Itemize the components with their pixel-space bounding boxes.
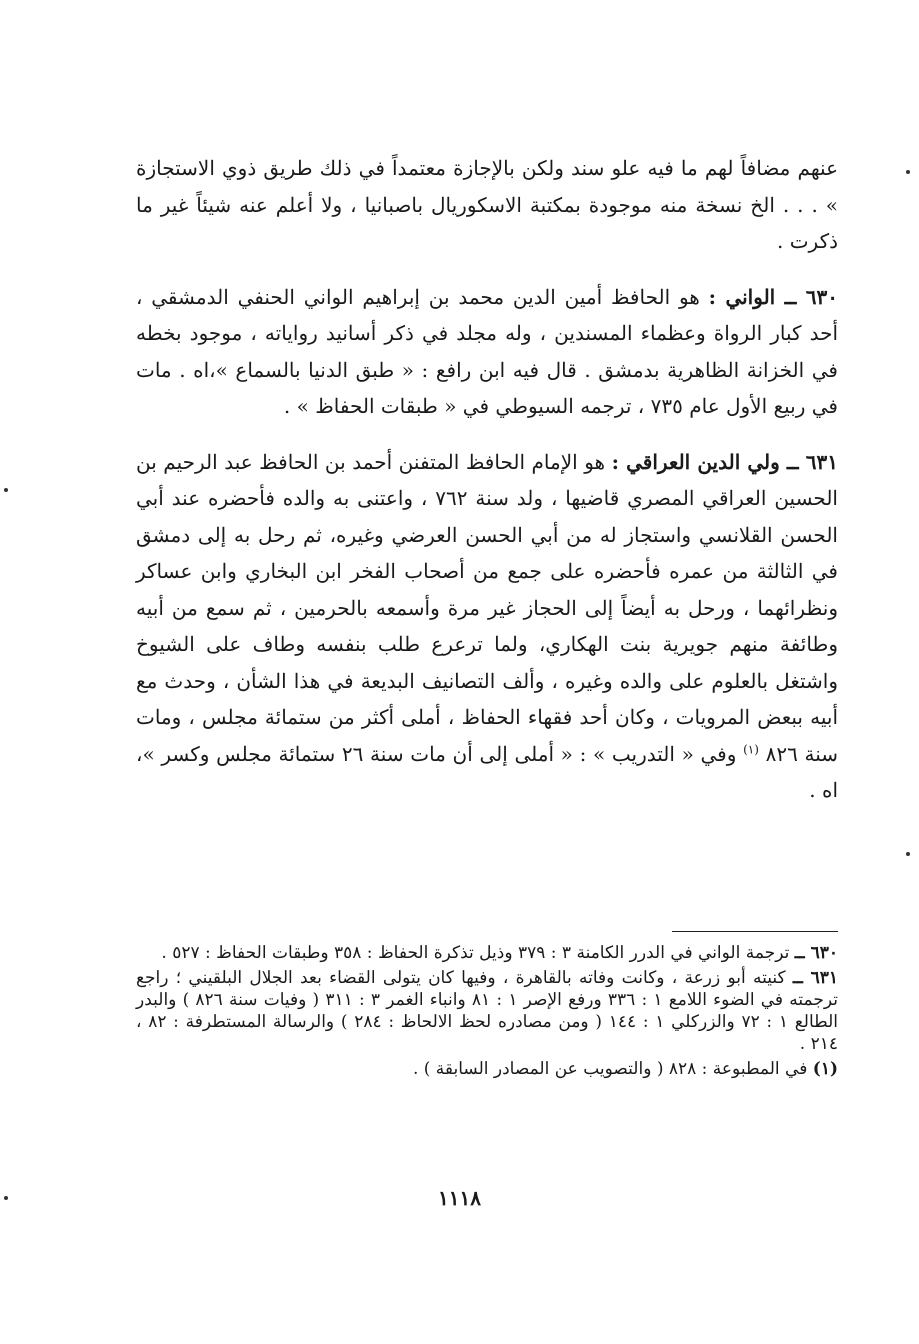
footnote-number: ٦٣١ ــ [792, 968, 838, 988]
entry-text-tail: وفي « التدريب » : « أملى إلى أن مات سنة ٢٦ ستمائة مجلس وكسر »، اه . [136, 741, 838, 802]
entry-heading: ٦٣١ ــ ولي الدين العراقي : [611, 449, 838, 474]
page-number: ١١١٨ [438, 1186, 481, 1210]
footnote-number: ٦٣٠ ــ [794, 943, 838, 963]
paragraph-text: عنهم مضافاً لهم ما فيه علو سند ولكن بالإجازة معتمداً في ذلك طريق ذوي الاستجازة » . . . الخ نسخة منه موجودة بمكتبة الاسكوريال باصبانيا ، ولا أعلم عنه شيئاً غير ما ذكرت . [136, 156, 838, 253]
scan-mark [4, 1196, 8, 1200]
scan-mark [906, 170, 910, 174]
main-text [136, 150, 838, 809]
entry-631 [136, 444, 838, 809]
footnotes [136, 942, 838, 1080]
footnote-divider [672, 931, 838, 932]
footnote-1 [136, 1058, 838, 1080]
entry-heading: ٦٣٠ ــ الواني : [708, 284, 838, 309]
entry-630 [136, 279, 838, 425]
footnote-630 [136, 942, 838, 964]
footnote-number: (١) [812, 1059, 838, 1079]
footnote-text: ترجمة الواني في الدرر الكامنة ٣ : ٣٧٩ وذيل تذكرة الحفاظ : ٣٥٨ وطبقات الحفاظ : ٥٢٧ . [161, 943, 795, 963]
scan-mark [4, 488, 8, 492]
entry-text: هو الحافظ أمين الدين محمد بن إبراهيم الواني الحنفي الدمشقي ، أحد كبار الرواة وعظماء المسندين ، وله مجلد في ذكر أسانيد رواياته ، موجود بخطه في الخزانة الظاهرية بدمشق . قال فيه ابن رافع : « طبق الدنيا بالسماع »،اه . مات في ربيع الأول عام ٧٣٥ ، ترجمه السيوطي في « طبقات الحفاظ » . [136, 284, 838, 418]
footnote-marker: (١) [743, 741, 759, 756]
paragraph-continuation [136, 150, 838, 260]
footnote-631 [136, 967, 838, 1055]
entry-text: هو الإمام الحافظ المتفنن أحمد بن الحافظ عبد الرحيم بن الحسين العراقي المصري قاضيها ، ولد سنة ٧٦٢ ، واعتنى به والده فأحضره عند أبي الحسن القلانسي واستجاز له من أبي الحسن العرضي وغيره، ثم رحل به إلى دمشق في الثالثة من عمره فأحضره على جمع من أصحاب الفخر ابن البخاري وابن عساكر ونظرائهما ، ورحل به أيضاً إلى الحجاز غير مرة وأسمعه بالحرمين ، ثم سمع من أبيه وطائفة منهم جويرية بنت الهكاري، ولما ترعرع طلب بنفسه وطاف على الشيوخ واشتغل بالعلوم على والده وغيره ، وألف التصانيف البديعة في هذا الشأن ، وحدث مع أبيه ببعض المرويات ، وكان أحد فقهاء الحفاظ ، أملى أكثر من ستمائة مجلس ، ومات سنة ٨٢٦ [136, 449, 838, 766]
footnote-text: في المطبوعة : ٨٢٨ ( والتصويب عن المصادر السابقة ) . [412, 1059, 813, 1079]
footnote-text: كنيته أبو زرعة ، وكانت وفاته بالقاهرة ، وفيها كان يتولى القضاء بعد الجلال البلقيني ؛ راجع ترجمته في الضوء اللامع ١ : ٣٣٦ ورفع الإصر ١ : ٨١ وانباء الغمر ٣ : ٣١١ ( وفيات سنة ٨٢٦ ) والبدر الطالع ١ : ٧٢ والزركلي ١ : ١٤٤ ( ومن مصادره لحظ الالحاظ : ٢٨٤ ) والرسالة المستطرفة : ٨٢ ، ٢١٤ . [136, 968, 838, 1054]
scan-mark [906, 852, 910, 856]
